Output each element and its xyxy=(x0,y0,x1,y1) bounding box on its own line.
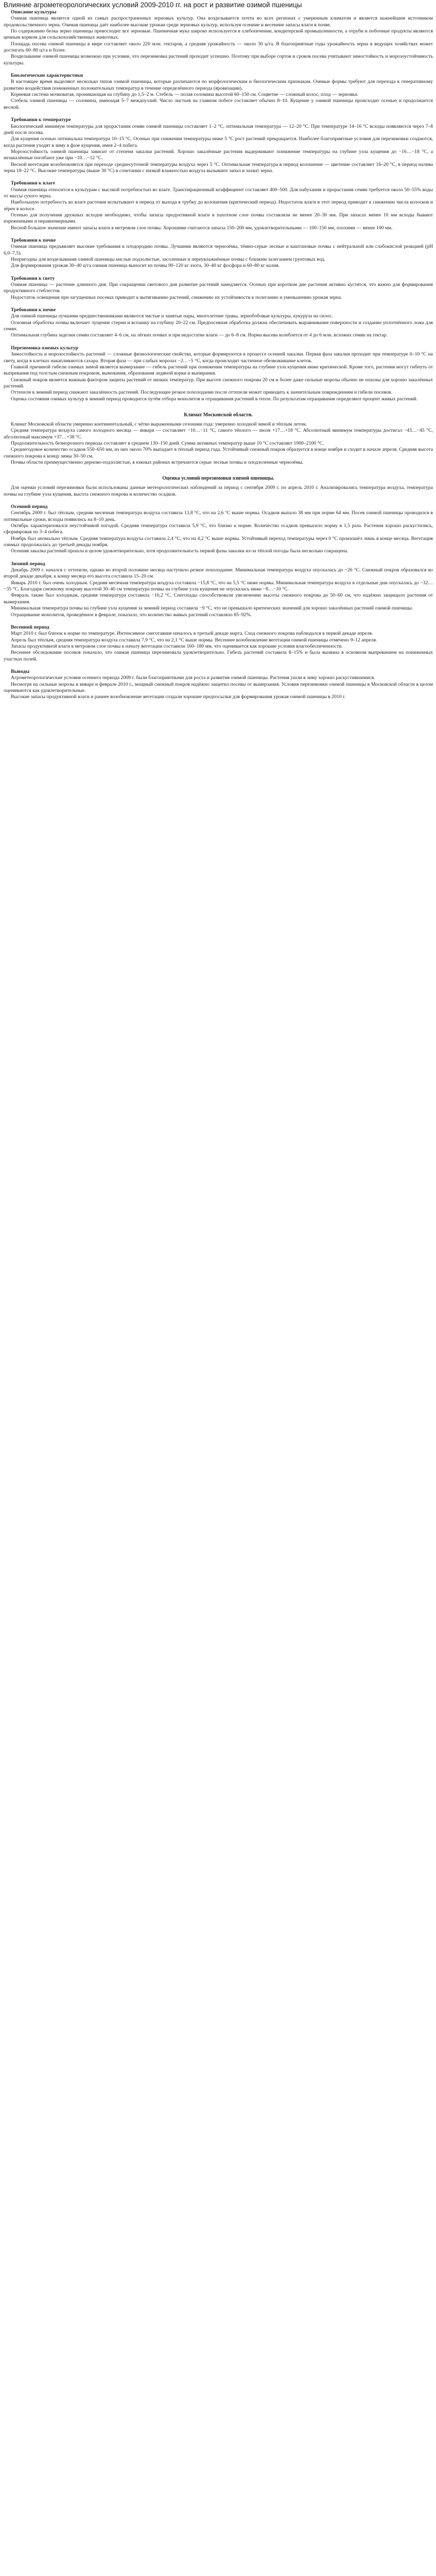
paragraph: Весной большое значение имеют запасы влаги в метровом слое почвы. Хорошими считаются запасы 150–200 мм, удовлетворительными — 100–150 мм, плохими — менее 100 мм. xyxy=(11,225,393,231)
section-spacer xyxy=(4,402,433,409)
section-heading: Оценка условий перезимовки озимой пшеницы. xyxy=(162,476,274,482)
section-heading: Климат Московской области. xyxy=(184,412,253,418)
paragraph: Для формирования урожая 30–40 ц/га озимая пшеница выносит из почвы 90–120 кг азота, 30–40 кг фосфора и 60–80 кг калия. xyxy=(11,263,280,269)
section xyxy=(4,117,433,174)
section-spacer xyxy=(4,555,433,561)
paragraph: В настоящее время выделяют несколько типов озимой пшеницы, которые различаются по морфологическим и биологическим признакам. Озимые формы требуют для перехода к генеративному развитию воздействия пониженных положительных температур в течение определённого периода (яровизации). xyxy=(4,79,433,91)
paragraph: Сентябрь 2009 г. был тёплым, средняя месячная температура воздуха составила 13,8 °С, что на 2,6 °С выше нормы. Осадков выпало 38 мм при норме 64 мм. Посев озимой пшеницы проводился в оптимальные сроки, всходы появились на 8–10 день. xyxy=(4,510,433,522)
section xyxy=(4,345,433,402)
section-heading: Перезимовка озимых культур xyxy=(11,345,78,351)
section-spacer xyxy=(4,701,433,707)
paragraph: Февраль также был холодным, средняя температура составила −10,2 °С. Снегопады способствовали увеличению высоты снежного покрова до 50–60 см, что надёжно защищало растения от вымерзания. xyxy=(4,592,433,605)
paragraph: Весеннее обследование посевов показало, что озимая пшеница перезимовала удовлетворительно. Гибель растений составила 8–15% и была вызвана в основном выпреванием на пониженных участках полей. xyxy=(4,650,433,662)
section-spacer xyxy=(4,66,433,73)
paragraph: Главной причиной гибели озимых зимой является вымерзание — гибель растений при понижении температуры на глубине узла кущения ниже критической. Кроме того, растения могут гибнуть от выпревания под толстым снежным покровом, вымокания, образования ледяной корки и выпирания. xyxy=(4,364,433,377)
section-heading: Выводы xyxy=(11,668,30,674)
section-spacer xyxy=(4,618,433,624)
paragraph: Площадь посева озимой пшеницы в мире составляет около 220 млн. гектаров, а средняя урожайность — около 30 ц/га. В благоприятные годы урожайность зерна в ведущих хозяйствах может достигать 60–80 ц/га и более. xyxy=(4,41,433,54)
document-body xyxy=(4,9,433,707)
section-spacer xyxy=(4,269,433,276)
paragraph: Озимая пшеница — растение длинного дня. При сокращении светового дня развитие растений замедляется. Осенью при коротком дне растения активно кустятся, что важно для формирования продуктивного стеблестоя. xyxy=(4,282,433,294)
paragraph: Ноябрь был аномально тёплым. Средняя температура воздуха составила 2,4 °С, что на 4,2 °С выше нормы. Устойчивый переход температуры через 0 °С произошёл лишь в конце месяца. Вегетация озимых продолжалась до третьей декады ноября. xyxy=(4,535,433,548)
section-heading: Описание культуры xyxy=(11,9,57,15)
section xyxy=(4,475,433,498)
section xyxy=(4,412,433,466)
paragraph: Стебель озимой пшеницы — соломина, имеющая 5–7 междоузлий. Число листьев на главном побеге составляет обычно 8–10. Кущение у озимой пшеницы происходит осенью и продолжается весной. xyxy=(4,98,433,110)
paragraph: Основная обработка почвы включает лущение стерни и вспашку на глубину 20–22 см. Предпосевная обработка должна обеспечивать выравнивание поверхности и создание уплотнённого ложа для семян. xyxy=(4,319,433,332)
paragraph: Для кущения осенью оптимальна температура 10–15 °С. Осенью при снижении температуры ниже 5 °С рост растений прекращается. Наиболее благоприятные условия для перезимовки создаются, когда растения уходят в зиму в фазе кущения, имея 2–4 побега. xyxy=(4,136,433,148)
paragraph: Оптимальная глубина заделки семян составляет 4–6 см, на лёгких почвах и при недостатке влаги — до 6–8 см. Норма высева колеблется от 4 до 6 млн. всхожих семян на гектар. xyxy=(11,332,388,338)
section-heading: Биологические характеристики xyxy=(11,73,83,79)
section-spacer xyxy=(4,111,433,117)
paragraph: Январь 2010 г. был очень холодным. Средняя месячная температура воздуха составила −15,8 °С, что на 5,5 °С ниже нормы. Минимальная температура воздуха в отдельные дни опускалась до −32…−35 °С. Благодаря снежному покрову высотой 30–40 см температура почвы на глубине узла кущения не опускалась ниже −8…−10 °С. xyxy=(4,580,433,592)
paragraph: Несмотря на сильные морозы в январе и феврале 2010 г., мощный снежный покров надёжно защитил посевы от вымерзания. Условия перезимовки озимой пшеницы в Московской области в целом оцениваются как удовлетворительные. xyxy=(4,681,433,693)
section xyxy=(4,669,433,701)
paragraph: Климат Московской области умеренно континентальный, с чётко выраженными сезонами года: умеренно холодной зимой и тёплым летом. xyxy=(11,421,307,427)
section xyxy=(4,624,433,663)
section-spacer xyxy=(4,663,433,669)
paragraph: Средняя температура воздуха самого холодного месяца — января — составляет −10…−11 °С, самого тёплого — июля +17…+18 °С. Абсолютный минимум температуры достигал −43…−45 °С, абсолютный максимум +37…+38 °С. xyxy=(4,428,433,440)
section-heading: Требования к температуре xyxy=(11,117,71,123)
paragraph: Недостаток освещения при загущенных посевах приводит к вытягиванию растений, снижению их устойчивости к полеганию и уменьшению урожая зерна. xyxy=(11,294,342,300)
paragraph: Оттепели в зимний период снижают закалённость растений. Последующее резкое похолодание после оттепели может приводить к значительным повреждениям и гибели посевов. xyxy=(11,389,392,396)
section-heading: Зимний период xyxy=(11,561,45,567)
paragraph: Морозостойкость озимой пшеницы зависит от степени закалки растений. Хорошо закалённые растения выдерживают понижение температуры на глубине узла кущения до −16…−18 °С, а незакалённые погибают уже при −10…−12 °С. xyxy=(4,148,433,161)
paragraph: Апрель был тёплым, средняя температура воздуха составила 7,9 °С, что на 2,1 °С выше нормы. Весеннее возобновление вегетации озимой пшеницы отмечено 9–12 апреля. xyxy=(11,637,377,643)
paragraph: Декабрь 2009 г. начался с оттепели, однако во второй половине месяца наступило резкое похолодание. Минимальная температура воздуха опускалась до −26 °С. Снежный покров образовался во второй декаде декабря, к концу месяца его высота составила 15–20 см. xyxy=(4,567,433,580)
paragraph: Запасы продуктивной влаги в метровом слое почвы к началу вегетации составили 160–180 мм, что оценивается как хорошие условия влагообеспеченности. xyxy=(11,643,343,649)
paragraph: Для озимой пшеницы лучшими предшественниками являются чистые и занятые пары, многолетние травы, зернобобовые культуры, кукуруза на силос. xyxy=(11,313,333,319)
section xyxy=(4,73,433,111)
section-spacer xyxy=(4,339,433,345)
paragraph: Оценка состояния озимых культур в зимний период проводится путём отбора монолитов и отращивания растений в тепле. По результатам отращивания определяют процент живых растений. xyxy=(11,396,418,402)
section-heading: Осенний период xyxy=(11,504,48,510)
paragraph: Для оценки условий перезимовки были использованы данные метеорологических наблюдений за период с сентября 2009 г. по апрель 2010 г. Анализировались температура воздуха, температура почвы на глубине узла кущения, высота снежного покрова и количество осадков. xyxy=(4,485,433,497)
paragraph: Продолжительность безморозного периода составляет в среднем 130–150 дней. Сумма активных температур выше 10 °С составляет 1900–2100 °С. xyxy=(11,440,324,446)
paragraph: Осенняя закалка растений прошла в целом удовлетворительно, хотя продолжительность первой фазы закалки из-за тёплой погоды была несколько сокращена. xyxy=(11,548,348,554)
paragraph: Зимостойкость и морозостойкость растений — сложные физиологические свойства, которые формируются в процессе осенней закалки. Первая фаза закалки проходит при температуре 0–10 °С на свету, когда в клетках накапливаются сахара. Вторая фаза — при слабых морозах −2…−5 °С, когда происходит частичное обезвоживание клеток. xyxy=(4,351,433,364)
section xyxy=(4,307,433,339)
paragraph: Наибольшую потребность во влаге растения испытывают в период от выхода в трубку до колошения (критический период). Недостаток влаги в этот период приводит к снижению числа колосков и зёрен в колосе. xyxy=(4,199,433,212)
paragraph: Минимальная температура почвы на глубине узла кущения за зимний период составила −9 °С, что не превышало критических значений для хорошо закалённых растений озимой пшеницы. xyxy=(11,605,413,612)
section xyxy=(4,504,433,555)
section-heading: Весенний период xyxy=(11,624,49,630)
paragraph: Март 2010 г. был близок к норме по температуре. Интенсивное снеготаяние началось в третьей декаде марта. Сход снежного покрова наблюдался в первой декаде апреля. xyxy=(11,631,373,637)
paragraph: Осенью для получения дружных всходов необходимо, чтобы запасы продуктивной влаги в пахотном слое почвы составляли не менее 20–30 мм. При запасах менее 10 мм всходы бывают изреженными и неравномерными. xyxy=(4,212,433,225)
paragraph: Агрометеорологические условия осеннего периода 2009 г. были благоприятными для роста и развития озимой пшеницы. Растения ушли в зиму хорошо раскустившимися. xyxy=(11,675,375,681)
paragraph: Непригодны для возделывания озимой пшеницы кислые подзолистые, засоленные и переувлажнённые почвы с близким залеганием грунтовых вод. xyxy=(11,257,325,263)
paragraph: По содержанию белка зерно пшеницы превосходит все зерновые. Пшеничная мука широко используется в хлебопечении, кондитерской промышленности, а отруби и побочные продукты являются ценным кормом для сельскохозяйственных животных. xyxy=(4,28,433,41)
paragraph: Весной вегетация возобновляется при переходе среднесуточной температуры воздуха через 5 °С. Оптимальная температура в период колошение — цветение составляет 16–20 °С, в период налива зерна 18–22 °С. Высокие температуры (выше 30 °С) в сочетании с низкой влажностью воздуха вызывают запал и захват зерна. xyxy=(4,161,433,174)
section-spacer xyxy=(4,498,433,504)
paragraph: Озимая пшеница является одной из самых распространенных зерновых культур. Она возделывается почти во всех регионах с умеренным климатом и является важнейшим источником продовольственного зерна. Озимая пшеница даёт наиболее высокие урожаи среди зерновых культур, используя осенние и весенние запасы влаги в почве. xyxy=(4,15,433,28)
section-spacer xyxy=(4,466,433,472)
section-heading: Требования к почве xyxy=(11,238,56,243)
paragraph: Возделывание озимой пшеницы возможно при условии, что перезимовка растений проходит успешно. Поэтому при выборе сортов и сроков посева учитывают зимостойкость и морозоустойчивость культуры. xyxy=(4,54,433,66)
section xyxy=(4,238,433,269)
paragraph: Среднегодовое количество осадков 550–650 мм, из них около 70% выпадает в тёплый период года. Устойчивый снежный покров образуется в конце ноября и сходит в начале апреля. Средняя высота снежного покрова к концу зимы 30–50 см. xyxy=(4,447,433,459)
paragraph: Озимая пшеница относится к культурам с высокой потребностью во влаге. Транспирационный коэффициент составляет 400–500. Для набухания и прорастания семян требуется около 50–55% воды от массы сухого зерна. xyxy=(4,187,433,199)
paragraph: Высокие запасы продуктивной влаги и раннее возобновление вегетации создали хорошие предпосылки для формирования урожая озимой пшеницы в 2010 г. xyxy=(11,694,346,700)
paragraph: Октябрь характеризовался неустойчивой погодой. Средняя температура составила 5,9 °С, что близко к норме. Количество осадков превысило норму в 1,5 раза. Растения хорошо раскустились, сформировав по 3–4 побега. xyxy=(4,523,433,535)
section-spacer xyxy=(4,174,433,180)
section-spacer xyxy=(4,231,433,238)
section xyxy=(4,561,433,618)
section xyxy=(4,276,433,301)
paragraph: Отращивание монолитов, проведённое в феврале, показало, что количество живых растений составляло 85–92%. xyxy=(11,612,252,618)
section-heading: Требования к влаге xyxy=(11,180,55,187)
paragraph: Почвы области преимущественно дерново-подзолистые, в южных районах встречаются серые лесные почвы и оподзоленные чернозёмы. xyxy=(11,459,304,465)
section-spacer xyxy=(4,301,433,307)
paragraph: Снежный покров является важным фактором защиты растений от низких температур. При высоте снежного покрова 20 см и более даже сильные морозы обычно не опасны для хорошо закалённых растений. xyxy=(4,377,433,389)
page-title: Влияние агрометеорологических условий 2009-2010 гг. на рост и развитие озимой пшеницы xyxy=(4,1,302,9)
section xyxy=(4,180,433,231)
paragraph: Озимая пшеница предъявляет высокие требования к плодородию почвы. Лучшими являются чернозёмы, тёмно-серые лесные и каштановые почвы с нейтральной или слабокислой реакцией (pH 6,0–7,5). xyxy=(4,244,433,256)
paragraph: Корневая система мочковатая, проникающая на глубину до 1,5–2 м. Стебель — полая соломина высотой 60–150 см. Соцветие — сложный колос, плод — зерновка. xyxy=(11,92,358,98)
section-heading: Требования к почве xyxy=(11,307,56,313)
paragraph: Биологический минимум температуры для прорастания семян озимой пшеницы составляет 1–2 °С, оптимальная температура — 12–20 °С. При температуре 14–16 °С всходы появляются через 7–8 дней после посева. xyxy=(4,123,433,135)
section-heading: Требования к свету xyxy=(11,275,55,281)
section xyxy=(4,9,433,66)
